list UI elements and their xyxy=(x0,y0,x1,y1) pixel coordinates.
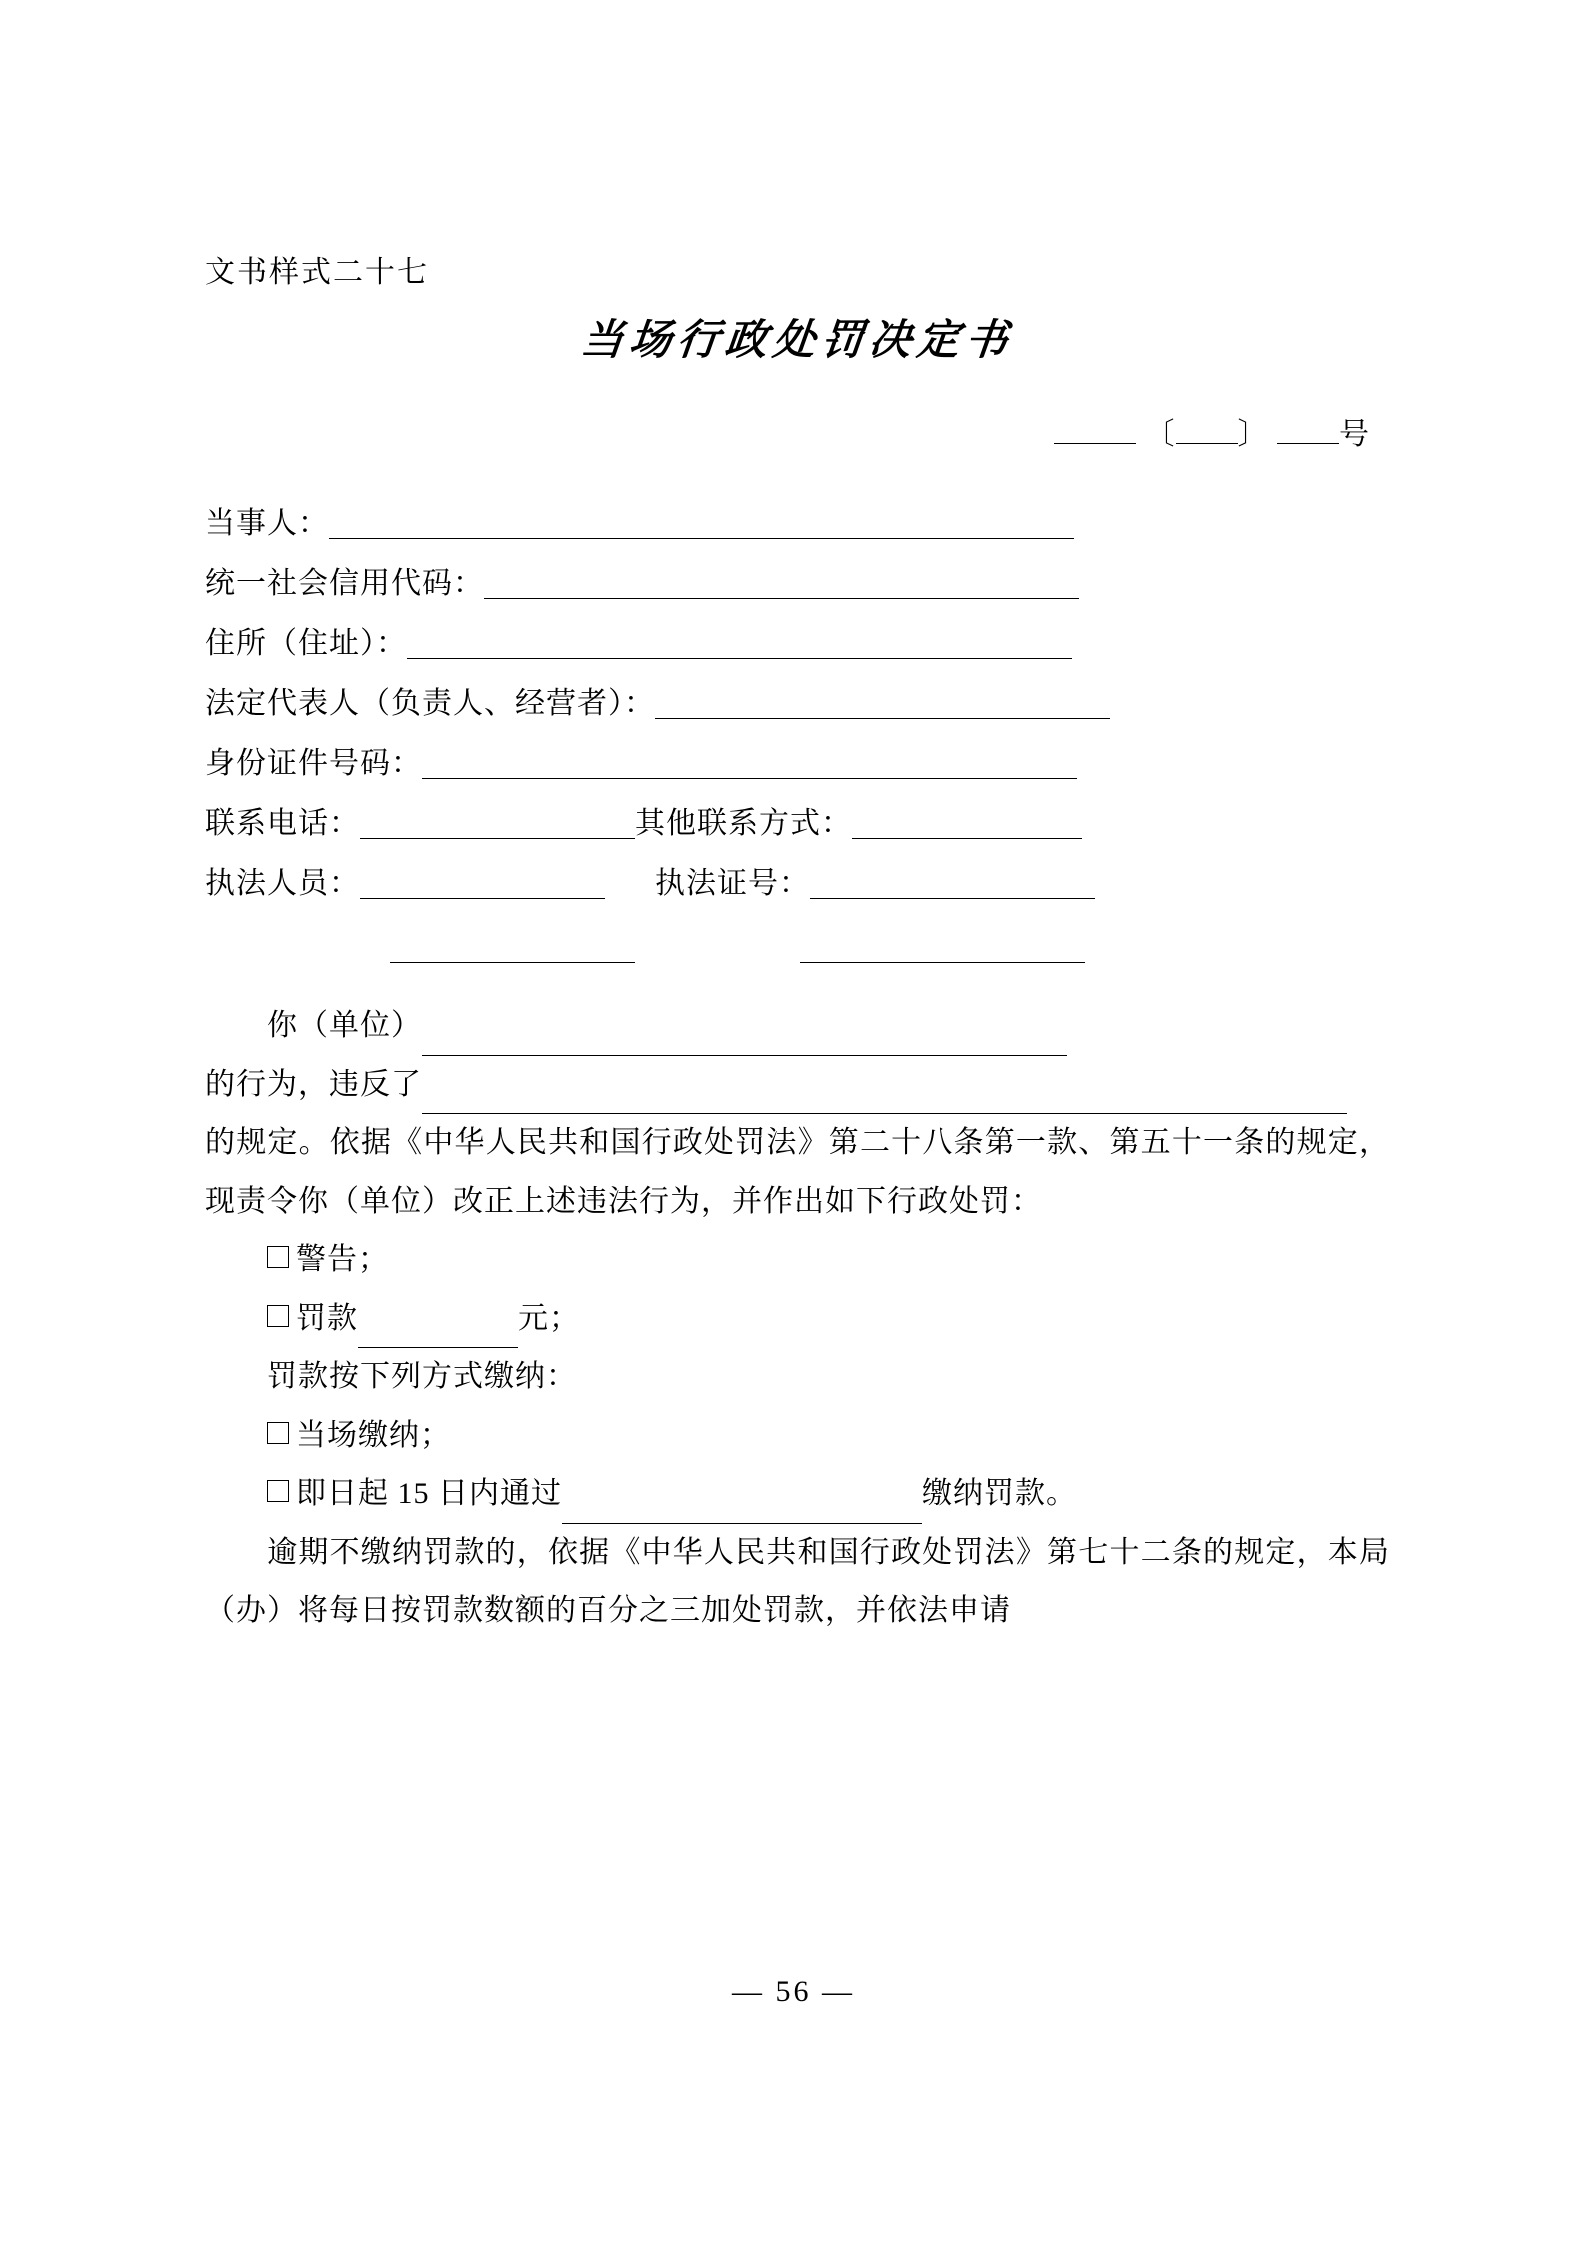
field-row-credit-code xyxy=(205,569,1390,599)
option-fine[interactable] xyxy=(205,1290,1390,1349)
field-input-cert-number-2[interactable] xyxy=(800,936,1085,963)
field-input-id-number[interactable] xyxy=(422,752,1077,779)
field-input-legal-rep[interactable] xyxy=(655,692,1110,719)
field-input-officer[interactable] xyxy=(360,872,605,899)
body-paragraph-1: 的规定。依据《中华人民共和国行政处罚法》第二十八条第一款、第五十一条的规定，现责令你（单位）改正上述违法行为，并作出如下行政处罚： xyxy=(205,1126,1390,1218)
party-fields xyxy=(205,509,1390,963)
field-row-party xyxy=(205,509,1390,539)
page-footer xyxy=(0,1975,1587,2009)
option-within-days-suffix: 缴纳罚款。 xyxy=(922,1477,1077,1510)
document-content xyxy=(205,255,1390,1641)
option-within-15-days[interactable] xyxy=(205,1465,1390,1524)
option-fine-amount-input[interactable] xyxy=(358,1321,518,1348)
field-row-id-number xyxy=(205,749,1390,779)
field-label-cert-number: 执法证号： xyxy=(655,867,810,900)
document-style-label: 文书样式二十七 xyxy=(205,256,429,289)
field-input-other-contact[interactable] xyxy=(852,812,1082,839)
body-paragraph-2 xyxy=(205,1524,1390,1641)
field-label-phone: 联系电话： xyxy=(205,807,360,840)
option-onsite-payment[interactable] xyxy=(205,1407,1390,1466)
doc-number-bracket-open: 〔 xyxy=(1144,418,1176,451)
field-label-legal-rep: 法定代表人（负责人、经营者）： xyxy=(205,687,655,720)
doc-number-serial-blank[interactable] xyxy=(1277,443,1339,444)
body-label-you-unit: 你（单位） xyxy=(267,1009,422,1042)
field-row-officer-second xyxy=(205,929,1390,963)
option-fine-prefix: 罚款 xyxy=(296,1301,358,1335)
field-input-party[interactable] xyxy=(329,512,1074,539)
body-line-you-unit xyxy=(205,997,1390,1056)
body-line-behavior xyxy=(205,1056,1390,1115)
doc-number-prefix-blank[interactable] xyxy=(1054,443,1136,444)
checkbox-fine-icon[interactable] xyxy=(267,1305,289,1327)
checkbox-warning-icon[interactable] xyxy=(267,1246,289,1268)
field-label-officer: 执法人员： xyxy=(205,867,360,900)
field-input-phone[interactable] xyxy=(360,812,635,839)
checkbox-onsite-icon[interactable] xyxy=(267,1422,289,1444)
field-label-id-number: 身份证件号码： xyxy=(205,747,422,780)
body-input-you-unit[interactable] xyxy=(422,1029,1067,1056)
document-body xyxy=(205,997,1390,1641)
footer-dash-right: — xyxy=(822,1975,855,2008)
doc-number-bracket-close: 〕 xyxy=(1237,418,1269,451)
doc-number-year-blank[interactable] xyxy=(1176,443,1238,444)
field-row-legal-rep xyxy=(205,689,1390,719)
field-input-address[interactable] xyxy=(407,632,1072,659)
payment-intro xyxy=(205,1348,1390,1407)
body-label-behavior: 的行为，违反了 xyxy=(205,1067,422,1101)
checkbox-within-days-icon[interactable] xyxy=(267,1480,289,1502)
field-input-credit-code[interactable] xyxy=(484,572,1079,599)
body-paragraph-2-text: 逾期不缴纳罚款的，依据《中华人民共和国行政处罚法》第七十二条的规定，本局（办）将每日按罚款数额的百分之三加处罚款，并依法申请 xyxy=(205,1535,1390,1627)
page-number: 56 xyxy=(775,1975,812,2008)
field-row-contact xyxy=(205,809,1390,839)
field-input-cert-number[interactable] xyxy=(810,872,1095,899)
option-warning[interactable] xyxy=(205,1231,1390,1290)
document-number xyxy=(205,409,1390,453)
option-within-days-prefix: 即日起 15 日内通过 xyxy=(296,1477,562,1510)
field-row-officer xyxy=(205,869,1390,899)
field-label-credit-code: 统一社会信用代码： xyxy=(205,567,484,600)
option-within-days-input[interactable] xyxy=(562,1497,922,1524)
option-warning-label: 警告； xyxy=(296,1243,389,1276)
doc-number-suffix: 号 xyxy=(1339,418,1370,451)
option-fine-suffix: 元； xyxy=(518,1301,580,1335)
document-title: 当场行政处罚决定书 xyxy=(578,315,1016,364)
option-onsite-label: 当场缴纳； xyxy=(296,1418,451,1452)
field-row-address xyxy=(205,629,1390,659)
footer-dash-left: — xyxy=(732,1975,765,2008)
field-label-party: 当事人： xyxy=(205,507,329,540)
field-input-officer-2[interactable] xyxy=(390,936,635,963)
body-input-behavior[interactable] xyxy=(422,1087,1347,1114)
field-label-address: 住所（住址）： xyxy=(205,627,407,660)
field-label-other-contact: 其他联系方式： xyxy=(635,807,852,840)
payment-intro-label: 罚款按下列方式缴纳： xyxy=(267,1360,577,1393)
